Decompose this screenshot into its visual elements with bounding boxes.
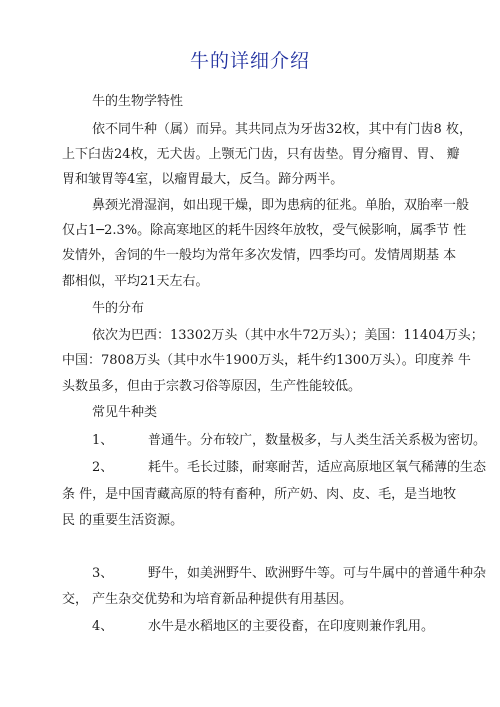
para-nose-line: 仅占1─2.3%。除高寒地区的耗牛因终年放牧，受气候影响，属季节 性 [62, 223, 467, 238]
para-teeth-line: 上下臼齿24枚，无犬齿。上颚无门齿，只有齿垫。胃分瘤胃、胃、 瓣 [62, 147, 460, 162]
breed-item-4 [92, 619, 434, 635]
item-text: 耗牛。毛长过膝，耐寒耐苦，适应高原地区氧气稀薄的生态 [148, 460, 487, 475]
item-text: 普通牛。分布较广，数量极多，与人类生活关系极为密切。 [148, 433, 487, 448]
breed-item-2-line: 条 件，是中国青藏高原的特有畜种，所产奶、肉、皮、毛，是当地牧 [62, 487, 457, 502]
item-number: 4、 [92, 619, 114, 634]
breed-item-2-line: 民 的重要生活资源。 [62, 513, 184, 528]
breed-item-3-line: 交， 产生杂交优势和为培育新品种提供有用基因。 [62, 592, 353, 607]
para-teeth-line: 胃和皱胃等4室，以瘤胃最大，反刍。蹄分两半。 [62, 172, 344, 187]
item-number: 3、 [92, 566, 114, 581]
breed-item-1 [92, 433, 486, 449]
para-nose-line: 发情外，舍饲的牛一般均为常年多次发情，四季均可。发情周期基 本 [62, 248, 457, 263]
item-text: 水牛是水稻地区的主要役畜，在印度则兼作乳用。 [148, 619, 435, 634]
para-teeth-line: 依不同牛种（属）而异。其共同点为牙齿32枚，其中有门齿8 枚， [92, 122, 472, 137]
para-distribution-line: 头数虽多，但由于宗教习俗等原因，生产性能较低。 [62, 379, 362, 394]
item-text: 野牛，如美洲野牛、欧洲野牛等。可与牛属中的普通牛种杂 [148, 566, 487, 581]
heading-biology: 牛的生物学特性 [92, 94, 184, 109]
breed-item-2 [92, 460, 486, 476]
item-number: 1、 [92, 433, 114, 448]
heading-distribution: 牛的分布 [92, 301, 145, 316]
breed-item-3 [92, 566, 486, 582]
para-nose-line: 都相似，平均21天左右。 [62, 274, 209, 289]
para-nose-line: 鼻颈光滑湿润，如出现干燥，即为患病的征兆。单胎，双胎率一般 [92, 198, 470, 213]
heading-breeds: 常见牛种类 [92, 405, 158, 420]
para-distribution-line: 中国：7808万头（其中水牛1900万头，耗牛约1300万头）。印度养 牛 [62, 353, 471, 368]
item-number: 2、 [92, 460, 114, 475]
para-distribution-line: 依次为巴西：13302万头（其中水牛72万头）；美国：11404万头； [92, 328, 484, 343]
page-title: 牛的详细介绍 [189, 50, 310, 72]
